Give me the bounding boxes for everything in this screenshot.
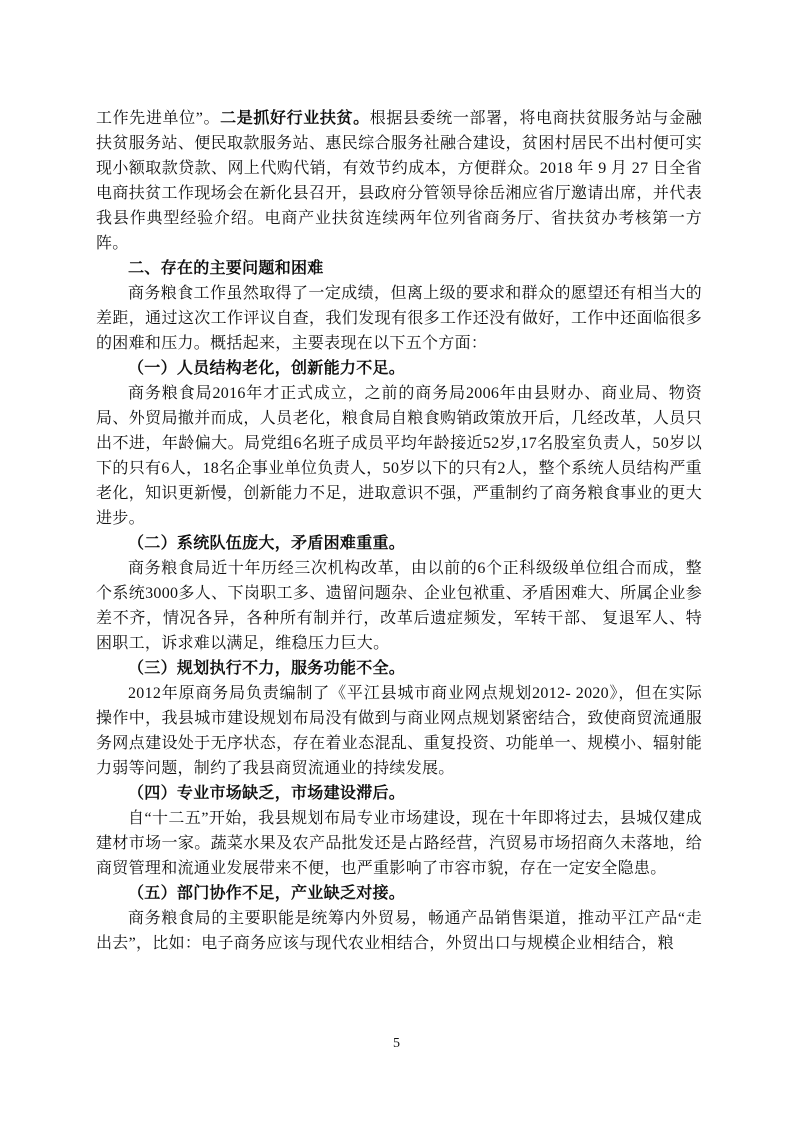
subsection-heading-4: （四）专业市场缺乏，市场建设滞后。 — [128, 785, 406, 802]
section-heading: 二、存在的主要问题和困难 — [128, 260, 324, 277]
subsection-heading-1: （一）人员结构老化，创新能力不足。 — [128, 360, 406, 377]
document-body — [96, 106, 702, 956]
paragraph-continuation — [96, 106, 702, 256]
paragraph-issue-3: 2012年原商务局负责编制了《平江县城市商业网点规划2012- 2020》，但在实际操作中，我县城市建设规划布局没有做到与商业网点规划紧密结合，致使商贸流通服务网点建设处于无序状态，存在着业态混乱、重复投资、功能单一、规模小、辐射能力弱等问题，制约了我县商贸流通业的持续发展。 — [96, 685, 702, 777]
paragraph-issue-1: 商务粮食局2016年才正式成立，之前的商务局2006年由县财办、商业局、物资局、外贸局撤并而成，人员老化，粮食局自粮食购销政策放开后，几经改革，人员只出不进，年龄偏大。局党组6名班子成员平均年龄接近52岁,17名股室负责人，50岁以下的只有6人，18名企事业单位负责人，50岁以下的只有2人，整个系统人员结构严重老化，知识更新慢，创新能力不足，进取意识不强，严重制约了商务粮食事业的更大进步。 — [96, 385, 702, 527]
subsection-heading-5: （五）部门协作不足，产业缺乏对接。 — [128, 885, 406, 902]
subsection-heading-3: （三）规划执行不力，服务功能不全。 — [128, 660, 406, 677]
text-run: 工作先进单位”。 — [96, 110, 221, 127]
paragraph-issue-4: 自“十二五”开始，我县规划布局专业市场建设，现在十年即将过去，县城仅建成建材市场一家。蔬菜水果及农产品批发还是占路经营，汽贸易市场招商久未落地，给商贸管理和流通业发展带来不便，也严重影响了市容市貌，存在一定安全隐患。 — [96, 810, 702, 877]
paragraph-issue-5: 商务粮食局的主要职能是统筹内外贸易，畅通产品销售渠道，推动平江产品“走出去”，比如：电子商务应该与现代农业相结合，外贸出口与规模企业相结合，粮 — [96, 910, 702, 952]
page-number: 5 — [393, 1036, 400, 1051]
paragraph-issue-2: 商务粮食局近十年历经三次机构改革，由以前的6个正科级级单位组合而成，整个系统3000多人、下岗职工多、遗留问题杂、企业包袱重、矛盾困难大、所属企业参差不齐，情况各异，各种所有制并行，改革后遗症频发，军转干部、 复退军人、特困职工，诉求难以满足，维稳压力巨大。 — [96, 560, 702, 652]
text-run: 根据县委统一部署，将电商扶贫服务站与金融扶贫服务站、便民取款服务站、惠民综合服务社融合建设，贫困村居民不出村便可实现小额取款贷款、网上代购代销，有效节约成本，方便群众。2018 年 9 月 27 日全省电商扶贫工作现场会在新化县召开，县政府分管领导徐岳湘应省厅邀请出席，并代表我县作典型经验介绍。电商产业扶贫连续两年位列省商务厅、省扶贫办考核第一方阵。 — [96, 110, 702, 252]
text-run-bold: 二是抓好行业扶贫。 — [220, 110, 370, 127]
paragraph-overview: 商务粮食工作虽然取得了一定成绩，但离上级的要求和群众的愿望还有相当大的差距，通过这次工作评议自查，我们发现有很多工作还没有做好，工作中还面临很多的困难和压力。概括起来，主要表现在以下五个方面： — [96, 285, 702, 352]
subsection-heading-2: （二）系统队伍庞大，矛盾困难重重。 — [128, 535, 406, 552]
